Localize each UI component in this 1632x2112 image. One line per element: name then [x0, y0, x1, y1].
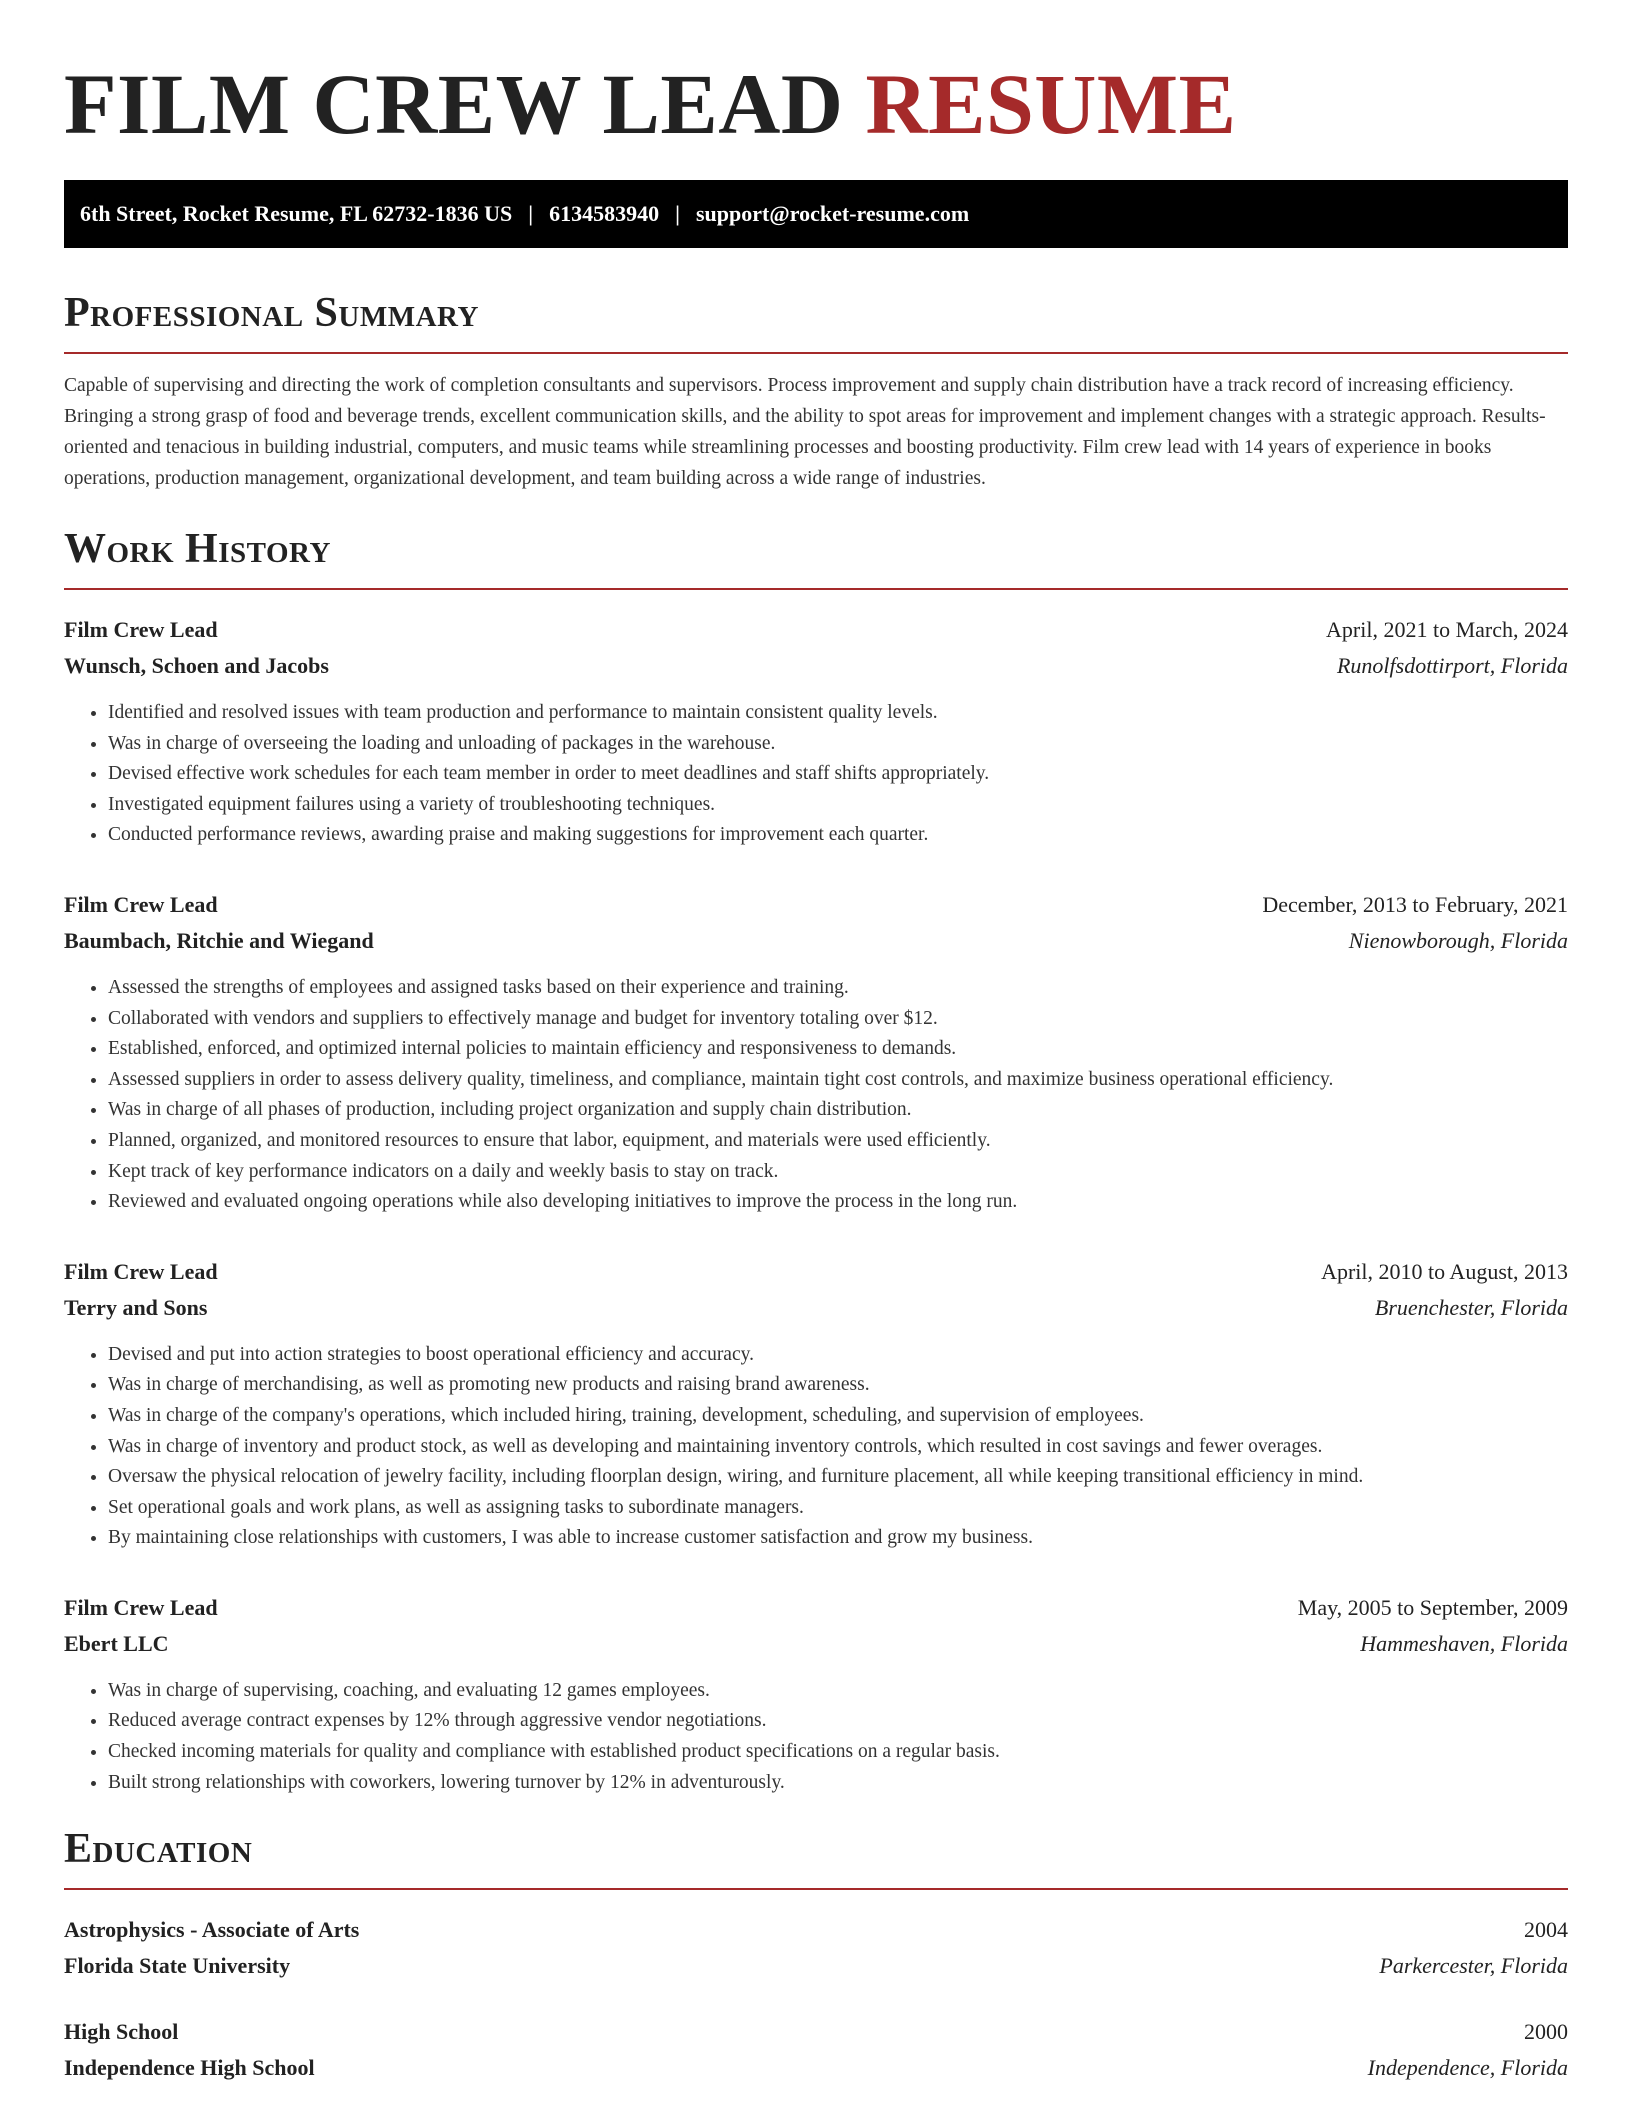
- education-location: Parkercester, Florida: [1379, 1953, 1568, 1979]
- job-bullet: • Was in charge of inventory and product stock, as well as developing and maintaining inventory controls, which resulted in cost savings and fewer overages.: [108, 1432, 1568, 1463]
- job-entry: [64, 612, 1568, 851]
- summary-text: Capable of supervising and directing the work of completion consultants and supervisors. Process improvement and supply chain distribution have a track record of increasing efficiency. Bringing a strong grasp of food and beverage trends, excellent communication skills, and the ability to spot areas for improvement and implement changes with a strategic approach. Results-oriented and tenacious in building industrial, computers, and music teams while streamlining processes and boosting productivity. Film crew lead with 14 years of experience in books operations, production management, organizational development, and team building across a wide range of industries.: [64, 375, 1546, 489]
- education-year: 2004: [1524, 1917, 1568, 1943]
- job-entry: [64, 1254, 1568, 1554]
- job-header-row: [64, 1590, 1568, 1626]
- job-bullet: • Reviewed and evaluated ongoing operations while also developing initiatives to improve the process in the long run.: [108, 1187, 1568, 1218]
- job-entry: [64, 887, 1568, 1218]
- contact-email: support@rocket-resume.com: [695, 201, 970, 226]
- section-divider: [64, 1888, 1568, 1890]
- job-location: Hammeshaven, Florida: [1360, 1630, 1568, 1656]
- job-bullet: • Collaborated with vendors and suppliers to effectively manage and budget for inventory totaling over $12.: [108, 1004, 1568, 1035]
- job-company-row: [64, 1626, 1568, 1662]
- education-school: Independence High School: [64, 2055, 315, 2081]
- job-bullet: • Checked incoming materials for quality and compliance with established product specifications on a regular basis.: [108, 1737, 1568, 1768]
- job-bullets: [64, 698, 1568, 851]
- job-bullet: • Oversaw the physical relocation of jewelry facility, including floorplan design, wiring, and furniture placement, all while keeping transitional efficiency in mind.: [108, 1462, 1568, 1493]
- job-bullet: • Reduced average contract expenses by 12% through aggressive vendor negotiations.: [108, 1706, 1568, 1737]
- section-divider: [64, 352, 1568, 354]
- job-title: Film Crew Lead: [64, 1258, 218, 1284]
- job-location: Bruenchester, Florida: [1374, 1294, 1568, 1320]
- education-degree: Astrophysics - Associate of Arts: [64, 1917, 360, 1943]
- job-dates: May, 2005 to September, 2009: [1297, 1594, 1568, 1620]
- education-year: 2000: [1524, 2019, 1568, 2045]
- education-school-row: [64, 1948, 1568, 1984]
- education-degree: High School: [64, 2019, 179, 2045]
- job-company: Ebert LLC: [64, 1630, 169, 1656]
- job-bullet: • Conducted performance reviews, awarding praise and making suggestions for improvement each quarter.: [108, 820, 1568, 851]
- resume-title-accent: RESUME: [865, 56, 1237, 152]
- job-entry: [64, 1590, 1568, 1798]
- job-title: Film Crew Lead: [64, 1594, 218, 1620]
- job-company-row: [64, 1290, 1568, 1326]
- education-degree-row: [64, 1912, 1568, 1948]
- job-bullet: • Established, enforced, and optimized internal policies to maintain efficiency and responsiveness to demands.: [108, 1034, 1568, 1065]
- education-heading: Education: [64, 1826, 253, 1873]
- job-bullet: • By maintaining close relationships with customers, I was able to increase customer satisfaction and grow my business.: [108, 1523, 1568, 1554]
- job-bullet: • Set operational goals and work plans, as well as assigning tasks to subordinate managers.: [108, 1493, 1568, 1524]
- education-degree-row: [64, 2014, 1568, 2050]
- job-bullet: • Identified and resolved issues with team production and performance to maintain consistent quality levels.: [108, 698, 1568, 729]
- contact-separator: |: [528, 201, 534, 226]
- job-company-row: [64, 923, 1568, 959]
- education-entry: [64, 1912, 1568, 1984]
- work-history-heading: Work History: [64, 526, 331, 572]
- job-bullet: • Devised and put into action strategies to boost operational efficiency and accuracy.: [108, 1340, 1568, 1371]
- job-header-row: [64, 887, 1568, 923]
- job-dates: April, 2010 to August, 2013: [1321, 1258, 1568, 1284]
- section-divider: [64, 588, 1568, 590]
- job-bullets: [64, 1340, 1568, 1554]
- job-bullet: • Assessed the strengths of employees and assigned tasks based on their experience and training.: [108, 973, 1568, 1004]
- job-header-row: [64, 612, 1568, 648]
- contact-bar: [64, 180, 1568, 248]
- job-location: Runolfsdottirport, Florida: [1336, 653, 1568, 678]
- job-bullets: [64, 973, 1568, 1218]
- education-school-row: [64, 2050, 1568, 2086]
- job-company: Terry and Sons: [64, 1294, 208, 1320]
- job-company: Wunsch, Schoen and Jacobs: [64, 653, 329, 678]
- job-company: Baumbach, Ritchie and Wiegand: [64, 927, 374, 953]
- job-bullet: • Was in charge of merchandising, as well as promoting new products and raising brand awareness.: [108, 1370, 1568, 1401]
- job-bullet: • Kept track of key performance indicators on a daily and weekly basis to stay on track.: [108, 1157, 1568, 1188]
- job-bullets: [64, 1676, 1568, 1798]
- contact-separator: |: [675, 201, 680, 226]
- education-entry: [64, 2014, 1568, 2086]
- job-company-row: [64, 648, 1568, 684]
- resume-title-main: FILM CREW LEAD: [64, 56, 844, 152]
- job-header-row: [64, 1254, 1568, 1290]
- education-school: Florida State University: [64, 1953, 291, 1979]
- job-dates: April, 2021 to March, 2024: [1326, 617, 1568, 642]
- education-location: Independence, Florida: [1367, 2055, 1568, 2081]
- job-bullet: • Built strong relationships with coworkers, lowering turnover by 12% in adventurously.: [108, 1768, 1568, 1799]
- job-title: Film Crew Lead: [64, 617, 218, 642]
- job-bullet: • Was in charge of supervising, coaching, and evaluating 12 games employees.: [108, 1676, 1568, 1707]
- job-location: Nienowborough, Florida: [1348, 927, 1568, 953]
- job-bullet: • Investigated equipment failures using a variety of troubleshooting techniques.: [108, 790, 1568, 821]
- resume-title: [64, 58, 1568, 150]
- contact-phone: 6134583940: [549, 201, 660, 226]
- contact-address: 6th Street, Rocket Resume, FL 62732-1836 US: [80, 201, 513, 226]
- job-bullet: • Planned, organized, and monitored resources to ensure that labor, equipment, and materials were used efficiently.: [108, 1126, 1568, 1157]
- summary-heading: Professional Summary: [64, 290, 479, 336]
- job-title: Film Crew Lead: [64, 891, 218, 917]
- job-bullet: • Was in charge of all phases of production, including project organization and supply chain distribution.: [108, 1095, 1568, 1126]
- job-bullet: • Assessed suppliers in order to assess delivery quality, timeliness, and compliance, maintain tight cost controls, and maximize business operational efficiency.: [108, 1065, 1568, 1096]
- job-bullet: • Devised effective work schedules for each team member in order to meet deadlines and staff shifts appropriately.: [108, 759, 1568, 790]
- job-bullet: • Was in charge of overseeing the loading and unloading of packages in the warehouse.: [108, 729, 1568, 760]
- job-dates: December, 2013 to February, 2021: [1262, 891, 1568, 917]
- job-bullet: • Was in charge of the company's operations, which included hiring, training, development, scheduling, and supervision of employees.: [108, 1401, 1568, 1432]
